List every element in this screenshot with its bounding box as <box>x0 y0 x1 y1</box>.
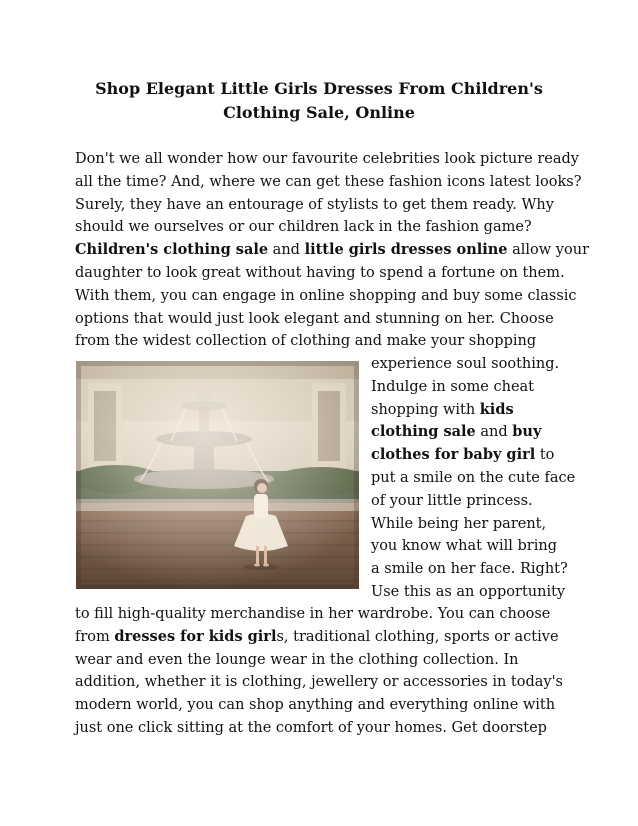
text-line <box>371 535 571 558</box>
text-run: to fill high-quality merchandise in her wardrobe. You can choose <box>75 606 551 622</box>
text-line <box>371 353 571 376</box>
text-line <box>75 717 575 740</box>
text-run: should we ourselves or our children lack in the fashion game? <box>75 219 532 236</box>
text-line <box>75 194 575 217</box>
text-line <box>371 490 571 513</box>
text-run: to <box>535 447 555 464</box>
bold-keyword: buy <box>512 423 542 441</box>
text-line <box>75 239 590 262</box>
title-line-2: Clothing Sale, Online <box>223 103 415 122</box>
text-line <box>75 626 575 649</box>
bold-keyword: clothing sale <box>371 423 476 441</box>
text-run: daughter to look great without having to spend a fortune on them. <box>75 265 565 281</box>
text-line <box>75 148 580 171</box>
text-run: allow your <box>507 242 590 259</box>
text-run: and <box>475 424 513 441</box>
page-title <box>60 77 578 125</box>
text-run: you know what will bring <box>371 538 557 555</box>
girl-at-fountain-photo <box>76 361 359 589</box>
text-run: put a smile on the cute face <box>371 470 576 486</box>
text-line <box>75 694 575 717</box>
text-run: wear and even the lounge wear in the clothing collection. In <box>75 651 519 668</box>
text-run: and <box>268 242 305 259</box>
bold-keyword: kids <box>479 400 514 418</box>
text-line <box>371 467 576 490</box>
text-line <box>371 399 571 422</box>
text-run: Use this as an opportunity <box>371 584 566 600</box>
text-run: a smile on her face. Right? <box>371 561 568 578</box>
text-run: from <box>75 628 115 645</box>
text-run: from the widest collection of clothing and make your shopping <box>75 333 537 350</box>
text-run: shopping with <box>371 401 480 418</box>
text-run: Indulge in some cheat <box>371 378 535 395</box>
text-line <box>371 376 571 399</box>
text-run: of your little princess. <box>371 492 533 509</box>
text-line <box>75 171 582 194</box>
text-run: modern world, you can shop anything and everything online with <box>75 697 556 714</box>
bold-keyword: Children's clothing sale <box>75 241 269 259</box>
text-run: While being her parent, <box>371 515 547 532</box>
text-line <box>75 649 575 672</box>
text-line <box>75 285 575 308</box>
text-line <box>371 421 571 444</box>
text-run: s, traditional clothing, sports or active <box>276 628 559 645</box>
bold-keyword: dresses for kids girl <box>114 627 277 645</box>
text-line <box>75 330 575 353</box>
text-line <box>371 444 571 467</box>
text-run: just one click sitting at the comfort of your homes. Get doorstep <box>75 720 547 736</box>
bold-keyword: clothes for baby girl <box>371 446 536 464</box>
text-line <box>371 558 571 581</box>
title-line-1: Shop Elegant Little Girls Dresses From Children's <box>95 79 543 98</box>
text-run: Surely, they have an entourage of stylists to get them ready. Why <box>75 196 554 213</box>
text-line <box>371 581 571 604</box>
text-run: all the time? And, where we can get these fashion icons latest looks? <box>75 173 582 190</box>
text-line <box>75 308 575 331</box>
bold-keyword: little girls dresses online <box>304 241 508 259</box>
text-run: addition, whether it is clothing, jewellery or accessories in today's <box>75 674 564 691</box>
text-line <box>75 216 575 239</box>
text-line <box>371 513 571 536</box>
text-line <box>75 262 575 285</box>
text-run: options that would just look elegant and stunning on her. Choose <box>75 310 554 327</box>
text-run: Don't we all wonder how our favourite celebrities look picture ready <box>75 151 580 167</box>
text-line <box>75 671 575 694</box>
text-run: experience soul soothing. <box>371 356 560 372</box>
text-run: With them, you can engage in online shopping and buy some classic <box>75 287 577 304</box>
text-line <box>75 603 575 626</box>
